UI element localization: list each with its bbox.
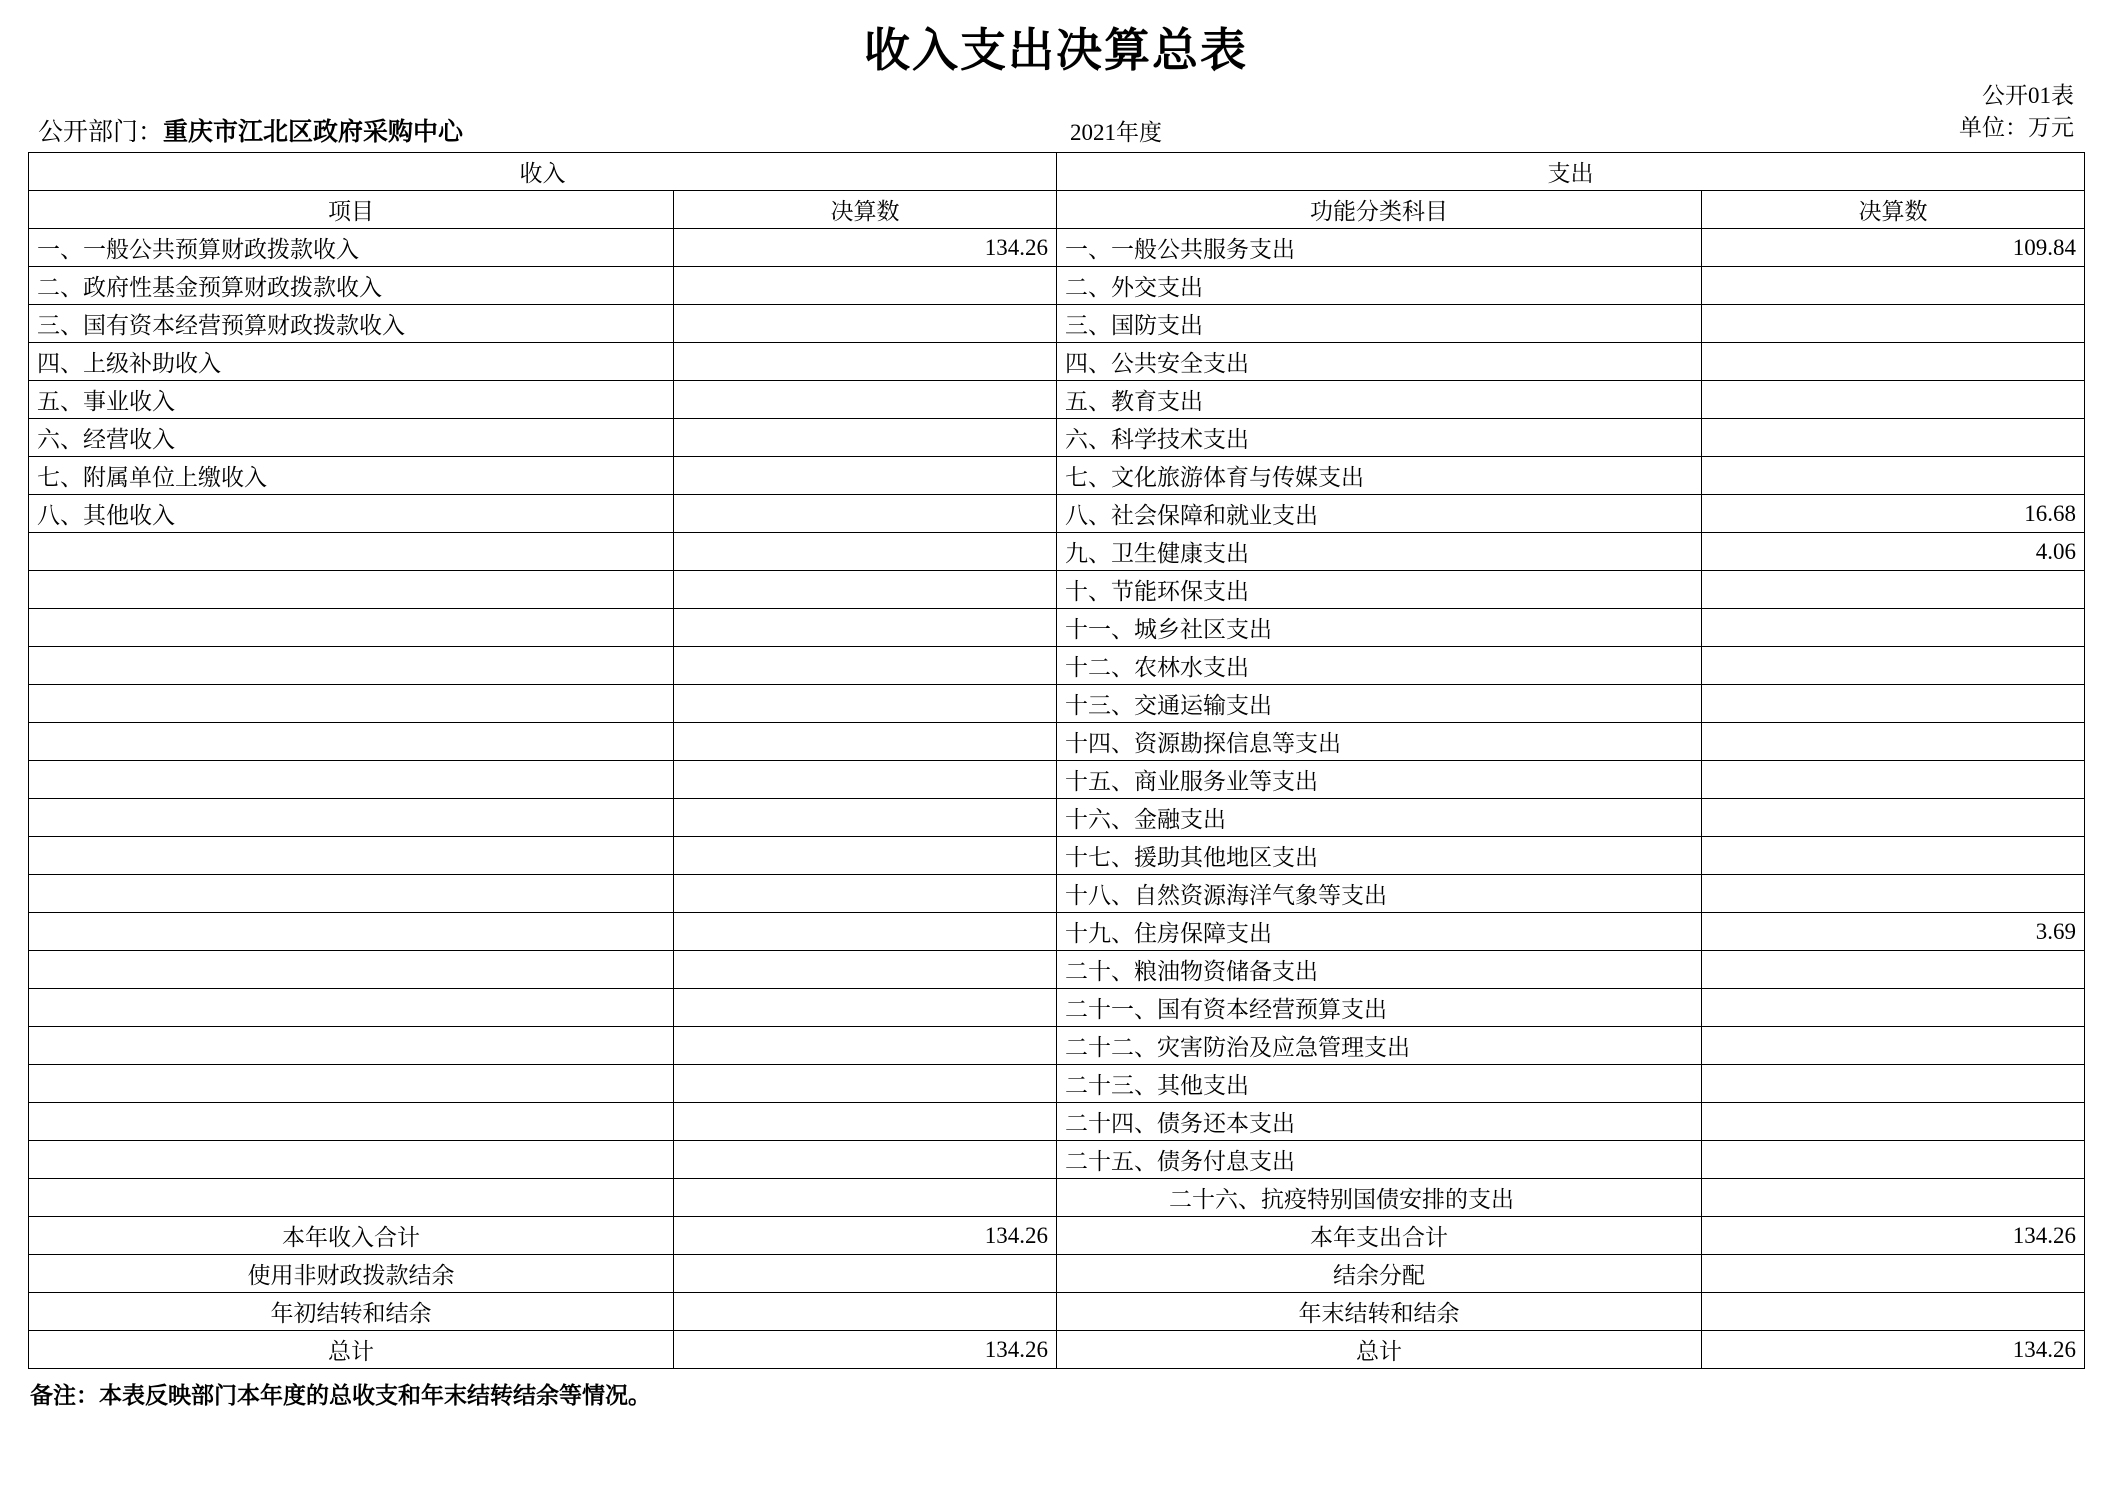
summary-expense-label: 年末结转和结余: [1057, 1293, 1702, 1331]
table-row: [29, 1141, 2085, 1179]
income-item-value: [674, 685, 1057, 723]
table-row: [29, 647, 2085, 685]
table-row: [29, 609, 2085, 647]
expense-item-value: 3.69: [1702, 913, 2085, 951]
expense-item-value: [1702, 571, 2085, 609]
summary-income-value: [674, 1293, 1057, 1331]
income-item-label: [29, 913, 674, 951]
table-row: [29, 837, 2085, 875]
income-item-value: [674, 457, 1057, 495]
expense-item-value: [1702, 381, 2085, 419]
table-row: [29, 989, 2085, 1027]
income-item-label: 二、政府性基金预算财政拨款收入: [29, 267, 674, 305]
expense-item-label: 十一、城乡社区支出: [1057, 609, 1702, 647]
table-row: [29, 761, 2085, 799]
expense-item-value: [1702, 1103, 2085, 1141]
table-summary-row: [29, 1217, 2085, 1255]
summary-income-label: 使用非财政拨款结余: [29, 1255, 674, 1293]
income-item-label: [29, 685, 674, 723]
table-row: [29, 305, 2085, 343]
summary-income-label: 本年收入合计: [29, 1217, 674, 1255]
income-item-value: [674, 647, 1057, 685]
expense-item-label: 四、公共安全支出: [1057, 343, 1702, 381]
table-column-header-row: [29, 191, 2085, 229]
expense-item-value: [1702, 305, 2085, 343]
income-item-label: [29, 761, 674, 799]
income-item-label: [29, 1065, 674, 1103]
expense-item-label: 十五、商业服务业等支出: [1057, 761, 1702, 799]
income-item-label: [29, 799, 674, 837]
budget-table: [28, 152, 2085, 1369]
income-item-label: [29, 571, 674, 609]
expense-item-label: 二十四、债务还本支出: [1057, 1103, 1702, 1141]
income-item-value: [674, 1027, 1057, 1065]
table-group-header-row: [29, 153, 2085, 191]
expense-item-label: 十六、金融支出: [1057, 799, 1702, 837]
income-item-value: [674, 267, 1057, 305]
income-item-value: [674, 1103, 1057, 1141]
table-summary-row: [29, 1293, 2085, 1331]
expense-item-label: 九、卫生健康支出: [1057, 533, 1702, 571]
income-item-value: 134.26: [674, 229, 1057, 267]
income-item-label: 七、附属单位上缴收入: [29, 457, 674, 495]
page-title: 收入支出决算总表: [864, 23, 1248, 77]
income-item-label: 六、经营收入: [29, 419, 674, 457]
income-item-value: [674, 381, 1057, 419]
table-row: [29, 533, 2085, 571]
income-item-value: [674, 571, 1057, 609]
expense-item-label: 十、节能环保支出: [1057, 571, 1702, 609]
summary-income-value: 134.26: [674, 1217, 1057, 1255]
table-row: [29, 381, 2085, 419]
summary-expense-label: 本年支出合计: [1057, 1217, 1702, 1255]
expense-item-label: 十四、资源勘探信息等支出: [1057, 723, 1702, 761]
expense-item-value: [1702, 761, 2085, 799]
table-row: [29, 419, 2085, 457]
income-item-label: [29, 989, 674, 1027]
expense-item-value: [1702, 1179, 2085, 1217]
expense-item-value: [1702, 799, 2085, 837]
expense-item-value: 109.84: [1702, 229, 2085, 267]
table-row: [29, 1103, 2085, 1141]
income-item-label: [29, 837, 674, 875]
expense-item-label: 十三、交通运输支出: [1057, 685, 1702, 723]
income-item-value: [674, 343, 1057, 381]
table-row: [29, 1027, 2085, 1065]
expense-item-label: 五、教育支出: [1057, 381, 1702, 419]
table-row: [29, 875, 2085, 913]
expense-item-value: [1702, 457, 2085, 495]
expense-item-value: [1702, 267, 2085, 305]
summary-income-label: 总计: [29, 1331, 674, 1369]
expense-item-label: 十七、援助其他地区支出: [1057, 837, 1702, 875]
expense-item-value: [1702, 1065, 2085, 1103]
expense-item-value: [1702, 951, 2085, 989]
expense-item-label: 八、社会保障和就业支出: [1057, 495, 1702, 533]
document-meta: [28, 83, 2084, 152]
income-item-value: [674, 951, 1057, 989]
income-item-value: [674, 989, 1057, 1027]
summary-income-value: [674, 1255, 1057, 1293]
expense-item-value: [1702, 647, 2085, 685]
income-item-value: [674, 799, 1057, 837]
income-item-label: 三、国有资本经营预算财政拨款收入: [29, 305, 674, 343]
income-item-value: [674, 495, 1057, 533]
table-row: [29, 571, 2085, 609]
table-summary-row: [29, 1255, 2085, 1293]
income-item-value: [674, 913, 1057, 951]
expense-item-label: 二十二、灾害防治及应急管理支出: [1057, 1027, 1702, 1065]
income-item-label: [29, 1141, 674, 1179]
expense-item-label: 二十五、债务付息支出: [1057, 1141, 1702, 1179]
income-item-label: 一、一般公共预算财政拨款收入: [29, 229, 674, 267]
income-group-header: 收入: [29, 153, 1057, 191]
expense-item-label: 六、科学技术支出: [1057, 419, 1702, 457]
expense-item-value: [1702, 1141, 2085, 1179]
expense-item-label: 七、文化旅游体育与传媒支出: [1057, 457, 1702, 495]
summary-expense-value: 134.26: [1702, 1331, 2085, 1369]
header-income-value: 决算数: [674, 191, 1057, 229]
table-row: [29, 799, 2085, 837]
header-expense-item: 功能分类科目: [1057, 191, 1702, 229]
income-item-value: [674, 305, 1057, 343]
expense-item-value: [1702, 875, 2085, 913]
expense-item-value: 4.06: [1702, 533, 2085, 571]
income-item-label: 八、其他收入: [29, 495, 674, 533]
header-expense-value: 决算数: [1702, 191, 2085, 229]
expense-item-label: 二、外交支出: [1057, 267, 1702, 305]
summary-expense-value: 134.26: [1702, 1217, 2085, 1255]
expense-item-label: 十二、农林水支出: [1057, 647, 1702, 685]
table-row: [29, 457, 2085, 495]
income-item-value: [674, 761, 1057, 799]
table-row: [29, 343, 2085, 381]
summary-expense-value: [1702, 1293, 2085, 1331]
income-item-label: [29, 723, 674, 761]
department-name: 重庆市江北区政府采购中心: [163, 119, 464, 146]
income-item-label: 五、事业收入: [29, 381, 674, 419]
expense-item-value: [1702, 837, 2085, 875]
table-row: [29, 495, 2085, 533]
expense-item-label: 二十、粮油物资储备支出: [1057, 951, 1702, 989]
income-item-value: [674, 1065, 1057, 1103]
income-item-label: 四、上级补助收入: [29, 343, 674, 381]
header-income-item: 项目: [29, 191, 674, 229]
footnote-text: 本表反映部门本年度的总收支和年末结转结余等情况。: [99, 1383, 651, 1408]
income-item-value: [674, 609, 1057, 647]
summary-expense-label: 总计: [1057, 1331, 1702, 1369]
income-item-value: [674, 419, 1057, 457]
expense-item-value: 16.68: [1702, 495, 2085, 533]
expense-item-value: [1702, 343, 2085, 381]
table-row: [29, 723, 2085, 761]
expense-item-label: 十九、住房保障支出: [1057, 913, 1702, 951]
expense-item-label: 二十六、抗疫特别国债安排的支出: [1057, 1179, 1702, 1217]
income-item-value: [674, 875, 1057, 913]
income-item-label: [29, 1179, 674, 1217]
income-item-value: [674, 1179, 1057, 1217]
department-prefix: 公开部门：: [38, 119, 164, 146]
table-row: [29, 1065, 2085, 1103]
expense-item-value: [1702, 609, 2085, 647]
income-item-label: [29, 609, 674, 647]
expense-item-value: [1702, 723, 2085, 761]
fiscal-year: 2021年度: [1070, 120, 1162, 145]
income-item-label: [29, 647, 674, 685]
income-item-label: [29, 951, 674, 989]
summary-income-value: 134.26: [674, 1331, 1057, 1369]
expense-item-value: [1702, 989, 2085, 1027]
expense-item-label: 三、国防支出: [1057, 305, 1702, 343]
income-item-label: [29, 1027, 674, 1065]
expense-item-label: 二十三、其他支出: [1057, 1065, 1702, 1103]
expense-item-value: [1702, 685, 2085, 723]
expense-item-label: 十八、自然资源海洋气象等支出: [1057, 875, 1702, 913]
table-row: [29, 685, 2085, 723]
summary-income-label: 年初结转和结余: [29, 1293, 674, 1331]
expense-group-header: 支出: [1057, 153, 2085, 191]
expense-item-label: 一、一般公共服务支出: [1057, 229, 1702, 267]
footnote-prefix: 备注：: [30, 1383, 99, 1408]
income-item-label: [29, 875, 674, 913]
expense-item-value: [1702, 419, 2085, 457]
table-row: [29, 267, 2085, 305]
income-item-value: [674, 533, 1057, 571]
income-item-label: [29, 1103, 674, 1141]
expense-item-value: [1702, 1027, 2085, 1065]
income-item-label: [29, 533, 674, 571]
footnote: [28, 1369, 2086, 1410]
summary-expense-label: 结余分配: [1057, 1255, 1702, 1293]
table-summary-row: [29, 1331, 2085, 1369]
summary-expense-value: [1702, 1255, 2085, 1293]
table-row: [29, 913, 2085, 951]
income-item-value: [674, 1141, 1057, 1179]
income-item-value: [674, 723, 1057, 761]
table-row: [29, 229, 2085, 267]
form-code: 公开01表: [1982, 83, 2074, 108]
expense-item-label: 二十一、国有资本经营预算支出: [1057, 989, 1702, 1027]
unit-label: 单位：万元: [1959, 115, 2074, 140]
table-row: [29, 951, 2085, 989]
income-item-value: [674, 837, 1057, 875]
table-row: [29, 1179, 2085, 1217]
